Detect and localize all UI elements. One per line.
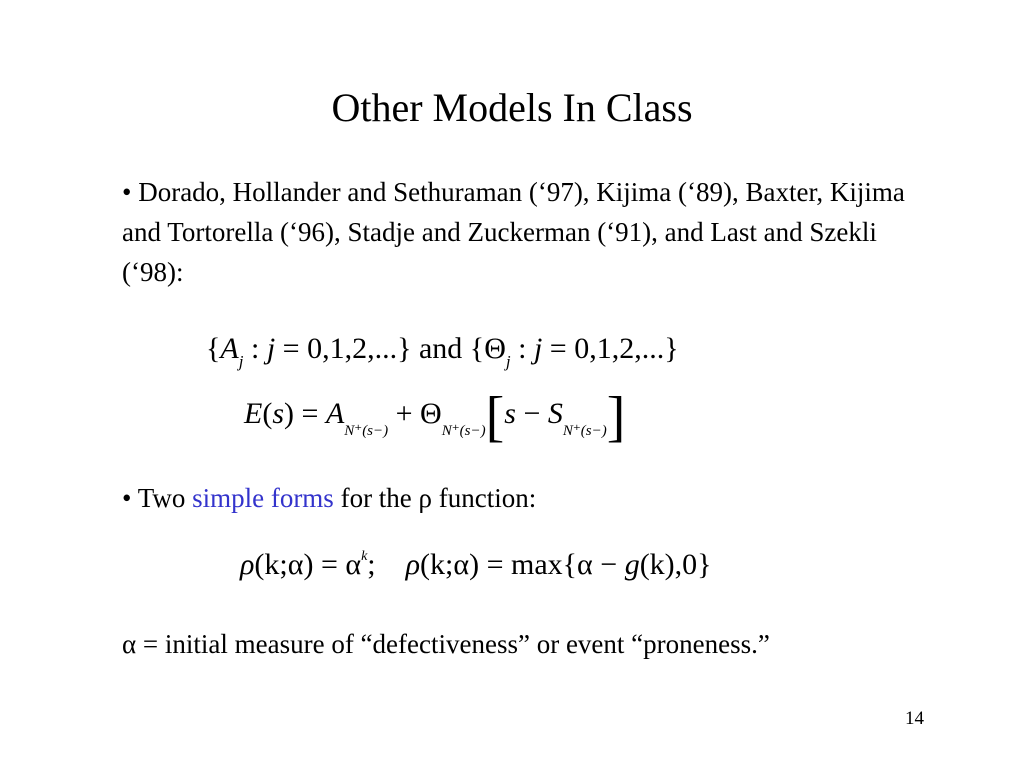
eq3-rho2: ρ	[405, 548, 421, 581]
equation-sequences	[206, 332, 679, 372]
eq1-values: = 0,1,2,...} and {Θ	[275, 332, 506, 365]
eq3-args2: (k;α) = max{α −	[420, 548, 625, 581]
eq2-s: s	[272, 397, 285, 430]
eq2-E: E	[244, 397, 263, 430]
slide-title: Other Models In Class	[331, 85, 693, 130]
eq1-j2: j	[533, 332, 543, 365]
eq3-tail: (k),0}	[639, 548, 712, 581]
eq2-A: A	[325, 397, 345, 430]
eq1-A: A	[220, 332, 239, 365]
eq3-separator: ;	[367, 548, 406, 581]
eq1-colon: :	[243, 332, 267, 365]
eq1-j: j	[266, 332, 276, 365]
bullet2-highlight: simple forms	[192, 483, 334, 513]
eq2-s2: s	[504, 397, 516, 430]
eq2-lp: (	[262, 397, 273, 430]
eq2-sub-n2: N⁺(s−)	[441, 423, 486, 439]
eq2-plus-theta: + Θ	[388, 397, 442, 430]
bullet-references: • Dorado, Hollander and Sethuraman (‘97), Kijima (‘89), Baxter, Kijima and Tortorella (‘96), Stadje and Zuckerman (‘91), and Last and Szekli (‘98):	[122, 177, 905, 287]
eq1-sub-j: j	[238, 352, 244, 371]
eq2-right-bracket: ]	[606, 386, 626, 448]
eq3-args1: (k;α) = α	[254, 548, 362, 581]
eq3-g: g	[624, 548, 640, 581]
alpha-definition: α = initial measure of “defectiveness” or event “proneness.”	[122, 629, 770, 659]
eq2-sub-n1: N⁺(s−)	[344, 423, 389, 439]
eq2-rp-eq: ) =	[284, 397, 326, 430]
eq2-sub-n3: N⁺(s−)	[562, 423, 607, 439]
eq3-sup-k: k	[361, 549, 368, 564]
page-number: 14	[905, 708, 924, 729]
equation-rho-forms	[240, 548, 712, 582]
bullet2-prefix: • Two	[122, 483, 193, 513]
eq1-colon2: :	[510, 332, 534, 365]
bullet-simple-forms	[122, 478, 942, 518]
eq2-minus: −	[515, 397, 548, 430]
bullet2-suffix: for the ρ function:	[333, 483, 537, 513]
eq3-rho1: ρ	[240, 548, 255, 581]
eq1-values2: = 0,1,2,...}	[542, 332, 679, 365]
eq2-S: S	[547, 397, 563, 430]
eq1-open: {	[206, 332, 221, 365]
equation-effective-age	[244, 386, 626, 448]
eq1-sub-j2: j	[505, 352, 511, 371]
eq2-left-bracket: [	[485, 386, 505, 448]
